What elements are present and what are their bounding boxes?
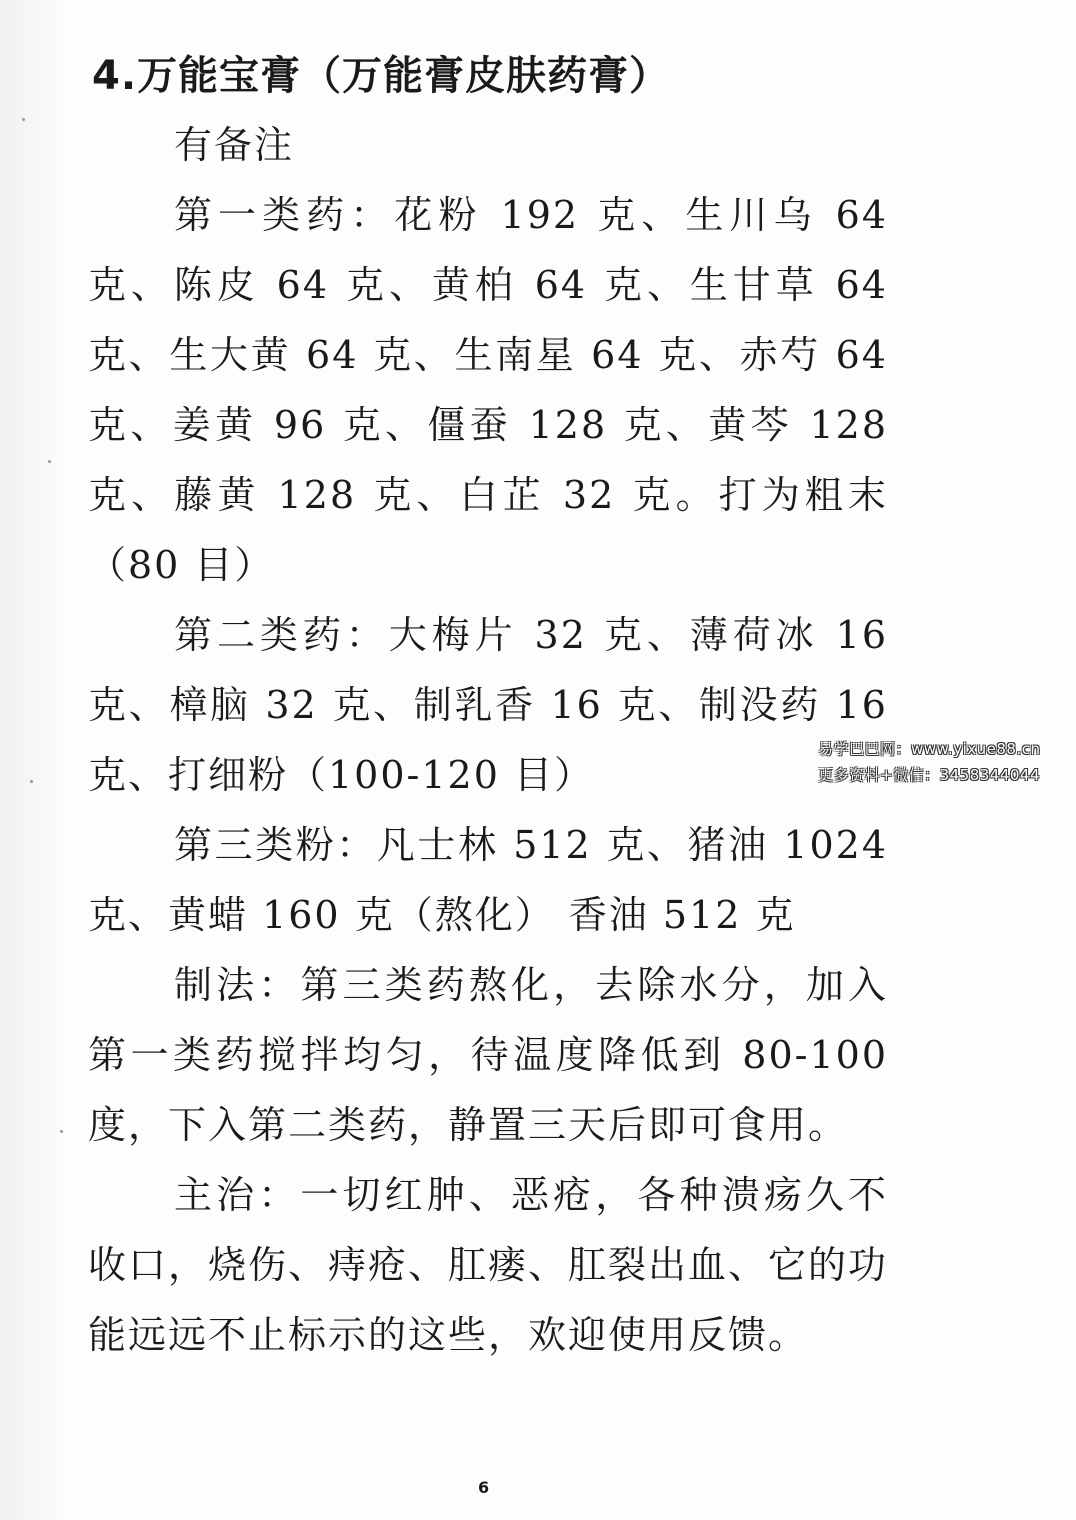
paragraph-note: 有备注 bbox=[174, 123, 295, 167]
paragraph-method: 制法：第三类药熬化，去除水分，加入第一类药搅拌均匀，待温度降低到 80-100 度，下入第二类药，静置三天后即可食用。 bbox=[88, 963, 888, 1147]
page-number: 6 bbox=[478, 1478, 490, 1497]
paragraph-first-category: 第一类药：花粉 192 克、生川乌 64 克、陈皮 64 克、黄柏 64 克、生甘草 64 克、生大黄 64 克、生南星 64 克、赤芍 64 克、姜黄 96 克、僵蚕 128 克、黄芩 128 克、藤黄 128 克、白芷 32 克。打为粗末（80 目） bbox=[88, 193, 888, 587]
watermark-line-1: 易学巴巴网：www.yixue88.cn bbox=[818, 740, 1041, 758]
watermark-line-2: 更多资料+微信：3458344044 bbox=[818, 766, 1041, 784]
document-body bbox=[88, 110, 888, 1370]
scan-edge-shadow bbox=[0, 0, 70, 1520]
scan-speck bbox=[48, 460, 51, 463]
scan-speck bbox=[22, 118, 25, 121]
watermark bbox=[818, 736, 1040, 788]
document-title: 4.万能宝膏（万能膏皮肤药膏） bbox=[92, 53, 671, 99]
paragraph-second-category: 第二类药：大梅片 32 克、薄荷冰 16 克、樟脑 32 克、制乳香 16 克、制没药 16 克、打细粉（100-120 目） bbox=[88, 613, 888, 797]
scan-speck bbox=[30, 780, 33, 783]
paragraph-indications: 主治：一切红肿、恶疮，各种溃疡久不收口，烧伤、痔疮、肛瘘、肛裂出血、它的功能远远不止标示的这些，欢迎使用反馈。 bbox=[88, 1173, 889, 1357]
scan-speck bbox=[60, 1130, 63, 1133]
paragraph-third-category: 第三类粉：凡士林 512 克、猪油 1024 克、黄蜡 160 克（熬化） 香油 512 克 bbox=[88, 823, 888, 937]
